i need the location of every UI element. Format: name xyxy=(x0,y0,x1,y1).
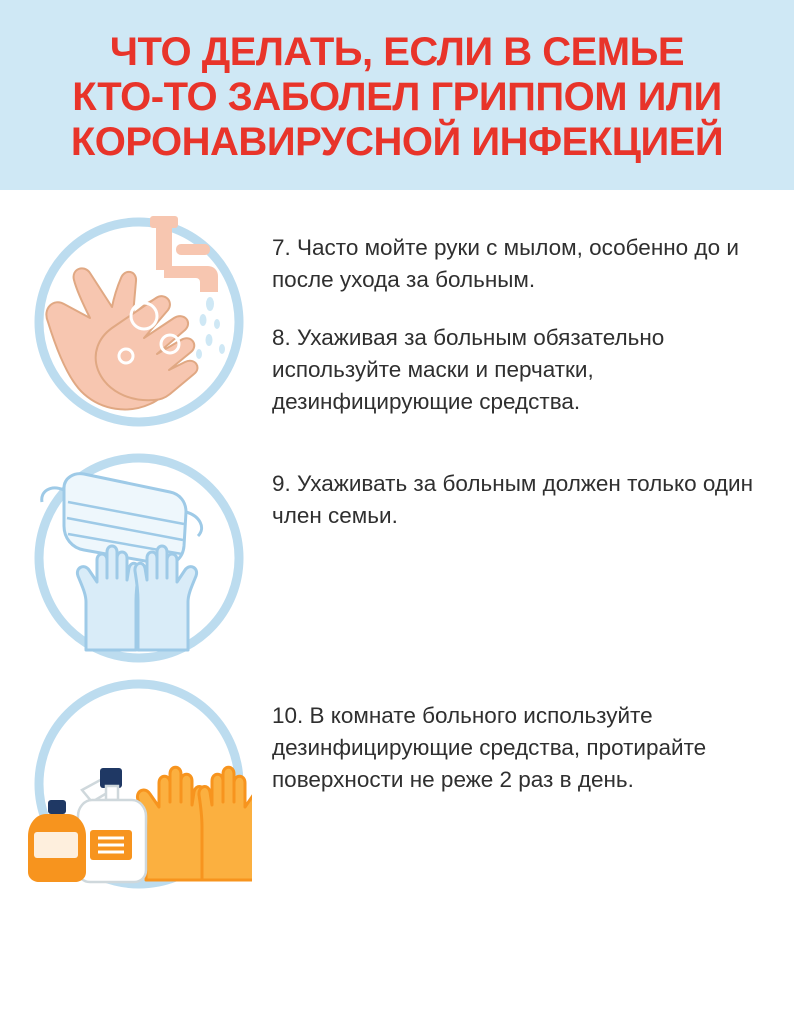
poster-header xyxy=(0,0,794,190)
icon-cell-3 xyxy=(14,672,264,898)
section-mask-gloves xyxy=(0,440,794,666)
disinfectant-bottles-icon xyxy=(26,672,252,898)
icon-cell-2 xyxy=(14,440,264,666)
paragraph-9: 9. Ухаживать за больным должен только один член семьи. xyxy=(272,471,754,529)
paragraph-8: 8. Ухаживая за больным обязательно используйте маски и перчатки, дезинфицирующие средства. xyxy=(272,325,665,415)
paragraph-7: 7. Часто мойте руки с мылом, особенно до и после ухода за больным. xyxy=(272,235,739,293)
title-line-3: КОРОНАВИРУСНОЙ ИНФЕКЦИЕЙ xyxy=(70,119,724,164)
paragraph-10: 10. В комнате больного используйте дезинфицирующие средства, протирайте поверхности не реже 2 раз в день. xyxy=(272,703,707,793)
title-line-1: ЧТО ДЕЛАТЬ, ЕСЛИ В СЕМЬЕ xyxy=(109,30,685,74)
section-handwashing xyxy=(0,204,794,430)
icon-cell-1 xyxy=(14,204,264,430)
page-title xyxy=(18,30,776,164)
mask-and-gloves-icon xyxy=(26,440,252,666)
poster-body xyxy=(0,204,794,898)
handwashing-icon xyxy=(26,204,252,430)
text-cell-2 xyxy=(264,440,774,532)
text-cell-3 xyxy=(264,672,774,796)
section-disinfectant xyxy=(0,672,794,898)
text-cell-1 xyxy=(264,204,774,418)
title-line-2: КТО-ТО ЗАБОЛЕЛ ГРИППОМ ИЛИ xyxy=(72,74,722,119)
